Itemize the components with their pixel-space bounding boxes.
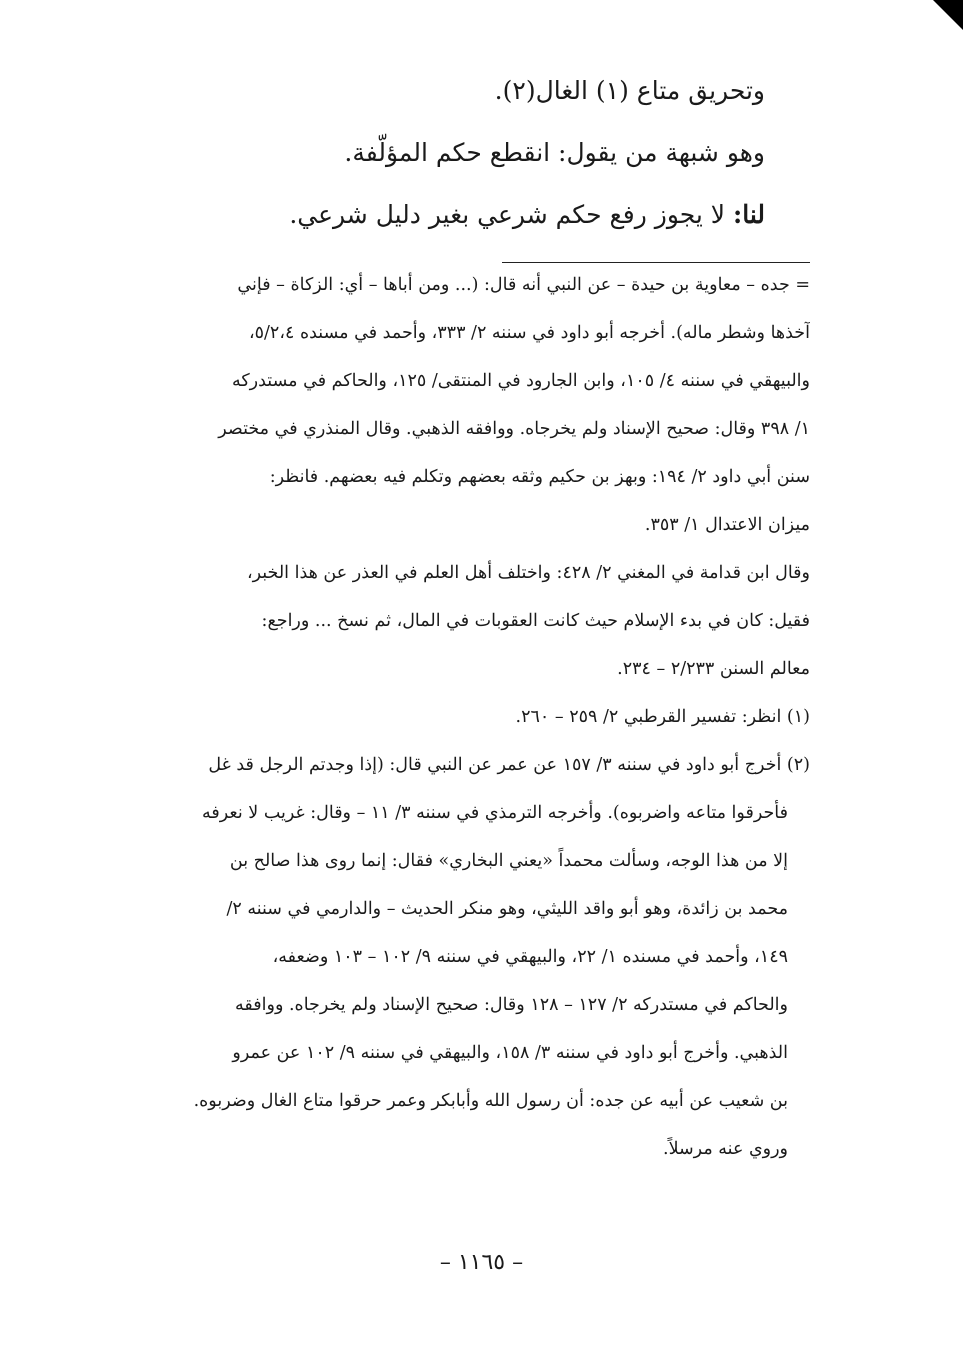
main-text [110, 72, 765, 258]
scan-corner-mark [933, 0, 963, 30]
note-line: والحاكم في مستدركه ٢/ ١٢٧ – ١٢٨ وقال: صحيح الإسناد ولم يخرجاه. ووافقه [235, 995, 788, 1015]
note-line: والبيهقي في سننه ٤/ ١٠٥، وابن الجارود في المنتقى/ ١٢٥، والحاكم في مستدركه [231, 371, 810, 391]
note-line: بن شعيب عن أبيه عن جده: أن رسول الله وأبابكر وعمر حرقوا متاع الغال وضربوه. [193, 1091, 788, 1111]
note-line: فأحرقوا متاعه واضربوه). وأخرجه الترمذي في سننه ٣/ ١١ – وقال: غريب لا نعرفه [202, 803, 788, 823]
main-line-3 [110, 196, 765, 258]
main-line-3-text: لا يجوز رفع حكم شرعي بغير دليل شرعي. [289, 200, 733, 229]
note-line: وقال ابن قدامة في المغني ٢/ ٤٢٨: واختلف أهل العلم في العذر عن هذا الخبر، [246, 563, 810, 583]
footnotes [105, 268, 810, 1180]
footnote-separator [502, 262, 810, 263]
footnote-2 [105, 748, 810, 1180]
note-line: (٢) أخرج أبو داود في سننه ٣/ ١٥٧ عن عمر عن النبي قال: (إذا وجدتم الرجل قد غل [208, 755, 810, 775]
note-line: إلا من هذا الوجه، وسألت محمداً «يعني البخاري» فقال: إنما روى هذا صالح بن [229, 851, 788, 871]
note-line: ١/ ٣٩٨ وقال: صحيح الإسناد ولم يخرجاه. ووافقه الذهبي. وقال المنذري في مختصر [218, 419, 810, 439]
note-line: الذهبي. وأخرج أبو داود في سننه ٣/ ١٥٨، والبيهقي في سننه ٩/ ١٠٢ عن عمرو [232, 1043, 788, 1063]
note-line: معالم السنن ٢/٢٣٣ – ٢٣٤. [617, 659, 810, 679]
main-line-1: وتحريق متاع (١) الغال(٢). [494, 76, 765, 105]
continuation-note-2 [105, 556, 810, 700]
continuation-note [105, 268, 810, 556]
note-line: ميزان الاعتدال ١/ ٣٥٣. [644, 515, 810, 535]
main-line-2: وهو شبهة من يقول: انقطع حكم المؤلّفة. [344, 138, 765, 167]
note-line: وروي عنه مرسلاً. [663, 1139, 788, 1159]
note-line: آخذها وشطر ماله). أخرجه أبو داود في سننه ٢/ ٣٣٣، وأحمد في مسنده ٥/٢،٤، [248, 323, 810, 343]
page-number: – ١١٦٥ – [439, 1250, 524, 1275]
note-line: = جده – معاوية بن حيدة – عن النبي أنه قال: (... ومن أباها – أي: الزكاة – فإني [237, 275, 810, 295]
footnote-1: (١) انظر: تفسير القرطبي ٢/ ٢٥٩ – ٢٦٠. [515, 707, 810, 727]
note-line: ١٤٩، وأحمد في مسنده ١/ ٢٢، والبيهقي في سننه ٩/ ١٠٢ – ١٠٣ وضعفه، [272, 947, 788, 967]
note-line: سنن أبي داود ٢/ ١٩٤: وبهز بن حكيم وثقه بعضهم وتكلم فيه بعضهم. فانظر: [269, 467, 810, 487]
lana-label: لنا: [732, 200, 765, 229]
note-line: محمد بن زائدة، وهو أبو واقد الليثي، وهو منكر الحديث – والدارمي في سننه ٢/ [226, 899, 788, 919]
note-line: فقيل: كان في بدء الإسلام حيث كانت العقوبات في المال، ثم نسخ ... وراجع: [261, 611, 810, 631]
